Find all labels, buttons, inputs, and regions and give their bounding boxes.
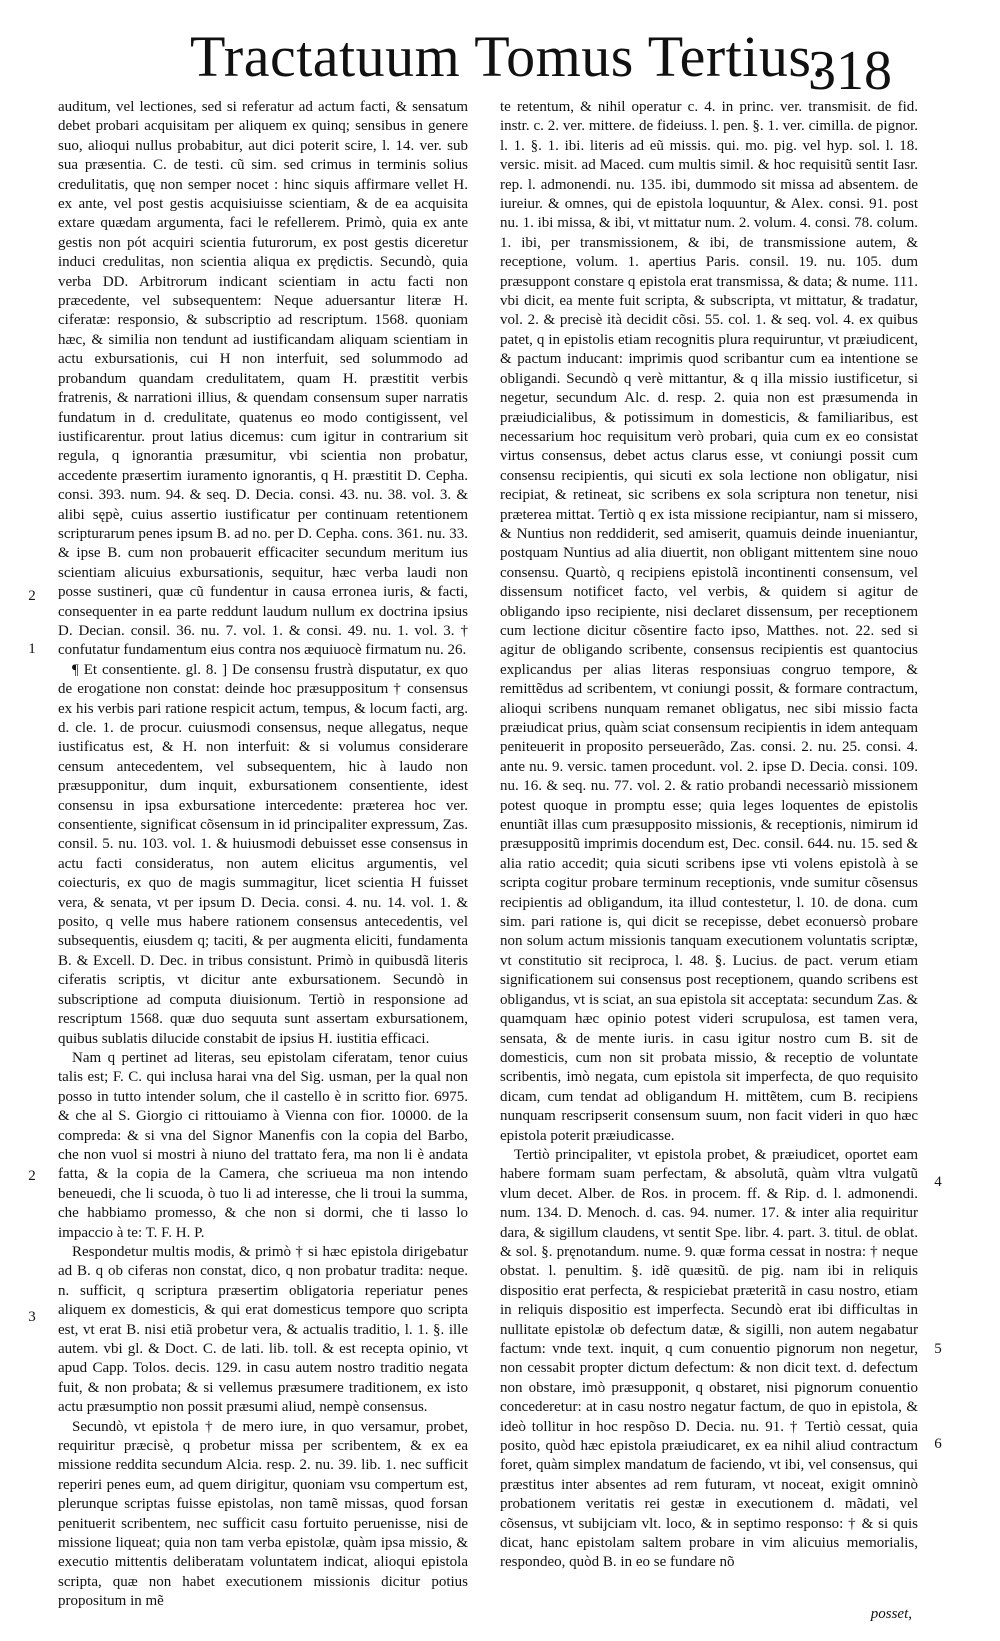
catchword: posset, <box>870 1606 912 1622</box>
left-column <box>58 98 468 1612</box>
margin-number: 2 <box>28 1168 36 1184</box>
right-paragraph-1: te retentum, & nihil operatur c. 4. in princ. ver. transmisit. de fid. instr. c. 2. ver. mittere. de fideiuss. l. pen. §. 1. ver. cimilla. de pignor. l. 1. §. 1. ibi. literis ad eũ missis. qui. mo. pig. vel hyp. sol. l. 18. versic. misit. ad Maced. cum multis simil. & hoc requisitũ sentit Iasr. rep. l. admonendi. nu. 135. ibi, dummodo sit missa ad absentem. de iureiur. & omnes, qui de epistola loquuntur, & Alex. consi. 91. post nu. 1. ibi missa, & ibi, vt mittatur num. 2. volum. 4. consi. 78. colum. 1. ibi, per transmissionem, & ibi, de transmissione autem, & receptione, volum. 1. apertius Paris. consil. 19. nu. 105. dum præsuppont constare q epistola erat transmissa, & data; & nume. 111. vbi dicit, ea mente fuit scripta, & subscripta, vt mittatur, & tradatur, vol. 2. & precisè ità decidit cõsi. 55. col. 1. & seq. vol. 4. ex quibus patet, q in epistolis etiam recognitis plura requiruntur, vt præiudicent, & pactum inducant: imprimis quod scribantur cum ea intentione se obligandi. Secundò q verè mittantur, & q illa missio iustificetur, si negetur, secundum Alc. d. resp. 2. quia non est præsumenda in præiudicialibus, & potissimum in domesticis, & familiaribus, est necessarium hoc requisitum verò probari, quia cum ex eo consistat virtus consensus, debet actus clarus esse, vt coniungi possit cum consensu recipientis, qui sicuti ex sola lectione non obligatur, nisi recipiat, & retineat, sic scribens ex sola scriptura non tenetur, nisi præterea mittat. Tertiò q ex ista missione recipiantur, nam si missero, & Nuntius non reddiderit, sed amiserit, quamuis deinde inueniantur, postquam Nuntius ad alia diuertit, non obligant mittentem sine nouo consensu. Quartò, q recipiens epistolã incontinenti consensum, vel dissensum notificet facto, vel verbis, & quidem si agitur de obligando ipso recipiente, nisi declaret dissensum, per receptionem cum lectione dicitur cõsentire facto ipso, Matthes. not. 22. sed si agitur de obligando scribente, consensus recipientis est quantocius explicandus per alias literas responsiuas congruo tempore, & remittẽdus ad scribentem, vt coniungi possit, & formare contractum, alioqui scribens nunquam remanet obligatus, nec sibi missio facta præiudicat prius, quàm sciat consensum recipientis in idem antequam peniteuerit in proposito perseuerãdo, Zas. consi. 2. nu. 25. consi. 4. ante nu. 9. versic. tamen procedunt. vol. 2. ipse D. Decia. consi. 109. nu. 16. & seq. nu. 77. vol. 2. & ratio probandi necessariò missionem potest quoque in promptu esse; quia leges loquentes de epistolis enuntiãt illas cum præsupposito missionis, & receptionis, nimirum id præsuppositũ imprimis docendum est, Dec. consil. 644. nu. 15. sed & alia ratio accedit; quia sicuti scribens ipse vti volens epistolà à se scripta cogitur probare terminum receptionis, vnde sumitur cõsensus recipientis ad obligandum, ita illud contestetur, l. 10. de dona. cum sim. pari ratione is, qui dicit se recepisse, debet econuersò probare non solum actum missionis tanquam executionem voluntatis scriptæ, vt constitutio sit reciproca, l. 48. §. Lucius. de pact. verum etiam significationem sui consensus post receptionem, quando scribens est obligandus, vt is sciat, an sua epistola sit acceptata: secundum Zas. & quamquam hæc opinio potest videri scrupulosa, est tamen vera, sensata, & de mente iuris. in casu igitur nostro cum B. sit de domesticis, cum non sit probata missio, & receptio de voluntate scribentis, imò negata, cum epistola sit imperfecta, de quo requisito dicam, cum tendat ad obligandum H. mittẽtem, cum B. recipiens nunquam rescripserit consensum suum, non facit videri in quo hæc epistola poterit præiudicasse. <box>500 99 918 1144</box>
margin-number: 3 <box>28 1309 36 1325</box>
left-paragraph-2: ¶ Et consentiente. gl. 8. ] De consensu frustrà disputatur, ex quo de erogatione non constat: deinde hoc præsuppositum † consensus ex his verbis pari ratione respicit actum, tempus, & locum facti, arg. d. cle. 1. de procur. cuiusmodi consensus, neque allegatus, neque iustificatus est, & H. non interfuit: & si volumus considerare censum antecedentem, vel subsequentem, hic à laudo non præsupponitur, dum inquit, exbursationem consentiente, idest consensu in ipsa exbursatione intercedente: præterea hoc ver. consentiente, significat cõsensum in id principaliter expressum, Zas. consil. 5. nu. 103. vol. 1. & huiusmodi debuisset esse consensus in actu facti consideratus, non autem elicitus argumentis, vel coiecturis, ex quo de magis summagitur, licet scientia H fuisset vera, & senata, vt per ipsum D. Decia. consi. 4. nu. 14. vol. 1. & posito, q velle mus habere rationem consensus antecedentis, vel subsequentis, eiusdem q; taciti, & per augmenta eliciti, fundamenta B. & Excell. D. Dec. in tribus consistunt. Primò in quibusdã literis ciferatis scriptis, vt dicitur ante exbursationem. Secundò in subscriptione ad computa diuisionum. Tertiò in responsione ad rescriptum 1568. quæ duo sequuta sunt assertam exbursationem, quibus sublatis dilucide constabit de ipsius H. iustitia efficaci. <box>58 661 468 1047</box>
margin-number: 4 <box>934 1174 942 1190</box>
margin-number: 1 <box>28 641 36 657</box>
left-paragraph-1: auditum, vel lectiones, sed si referatur ad actum facti, & sensatum debet probari acquisitam per aliquem ex quinq; sensibus in genere suo, alioqui nullus probabitur, aut dici poterit scire, l. 14. ver. sub sua præsentia. C. de testi. cũ sim. sed crimus in terminis solius credulitatis, quę non semper nocet : hinc siquis affirmare vellet H. ex ante, vel post gestis acquisiuisse scientiam, & de ea acquisita extare quædam argumenta, faci le refellerem. Primò, quia ex ante gestis non pót acquiri scientia futurorum, ex post gestis diceretur induci credulitas, non scientia aliqua ex prędictis. Secundò, quia verba DD. Arbitrorum indicant scientiam in actu facti non præcedente, vel subsequentem: Neque aduersantur literæ H. ciferatæ: responsio, & subscriptio ad rescriptum. 1568. quoniam hæc, & similia non tendunt ad iustificandam aliquam scientiam in actu exbursationis, cui H non interfuit, sed solummodo ad probandum quandam credulitatem, quam H. præstitit verbis fratrenis, & narrationi illius, & quendam consensum super narratis fundatum in d. credulitate, quatenus eo modo contigissent, vel iustificarentur. prout latius dicemus: cum igitur in contrarium sit regula, q ignorantia præsumitur, vbi scientia non probatur, accedente præsertim iuramento ignorantis, q H. præstitit D. Cepha. consi. 393. num. 94. & seq. D. Decia. consi. 43. nu. 38. vol. 3. & alibi sępè, cuius assertio iustificatur per continuam retentionem scripturarum penes ipsum B. ad no. per D. Cepha. cons. 361. nu. 33. & ipse B. cum non probauerit efficaciter secundum meritum ius scientiam alicuius exbursationis, sequitur, hæc verba laudi non posse sustineri, quæ cũ fundentur in causa erronea iuris, & facti, consequenter in ea parte reddunt laudum nullum ex doctrina ipsius D. Decian. consil. 36. nu. 7. vol. 1. & consi. 49. nu. 1. vol. 3. † confutatur fundamentum eius contra nos æquiuocè firmatum nu. 26. <box>58 99 468 659</box>
right-column <box>500 98 918 1573</box>
left-paragraph-3: Nam q pertinet ad literas, seu epistolam ciferatam, tenor cuius talis est; F. C. qui inclusa harai vna del Sig. usman, per la qual non posso in tutto intender solum, che il castello è in scritto fior. 6975. & che al S. Giorgio ci rittouiamo à Vienna con fior. 10000. de la compreda: & si vna del Signor Manenfis con la copia del Barbo, che non vuol si mostri à niuno del trattato fera, ma non li è andata fatta, & la copia de la Camera, che scriueua ma non intendo beneuedi, che li scuoda, ò tuo li ad interesse, che li troui la summa, che habbiamo promesso, & che non si dormi, che ti lasso lo impaccio à te: T. F. H. P. <box>58 1049 468 1241</box>
folio-number: 318 <box>808 40 892 102</box>
left-paragraph-4: Respondetur multis modis, & primò † si hæc epistola dirigebatur ad B. q ob ciferas non constat, dico, q non probatur tradita: neque. n. sufficit, q scriptura præsertim obligatoria reperiatur penes aliquem ex domesticis, & qui erat domesticus tempore quo scripta est, vt erat B. nisi etiã probetur vera, & actualis traditio, l. 1. §. ille autem. vbi gl. & Doct. C. de lati. lib. toll. & est recepta opinio, vt apud Capp. Tolos. decis. 129. in casu autem nostro traditio negata fuit, & non probata; & si vellemus præsumere traditionem, ex isto actu præsumptio non possit præsumi aliud, nempè consensus. <box>58 1243 468 1416</box>
running-head <box>0 18 1000 102</box>
margin-number: 6 <box>934 1436 942 1452</box>
left-paragraph-5: Secundò, vt epistola † de mero iure, in quo versamur, probet, requiritur præcisè, q probetur missa per scribentem, & ex ea missione reddita secundum Alcia. resp. 2. nu. 39. lib. 1. nec sufficit reperiri penes eum, ad quem dirigitur, quoniam vsu compertum est, plerunque scriptas fuisse epistolas, non tamẽ missas, quod forsan penituerit scribentem, nec sufficit casu fortuito peruenisse, nisi de missione liqueat; quia non tam verba epistolæ, quàm ipsa missio, & executio mittentis deliberatam voluntatem indicat, alioqui epistola scripta, quæ non habet executionem missionis dicitur potius propositum in mẽ <box>58 1418 468 1610</box>
page-title: Tractatuum Tomus Tertius. <box>190 24 827 89</box>
margin-number: 2 <box>28 588 36 604</box>
right-paragraph-2: Tertiò principaliter, vt epistola probet, & præiudicet, oportet eam habere formam suam perfectam, & absolutã, quàm vltra vulgatũ vlum decet. Alber. de Ros. in procem. ff. & Rip. d. l. admonendi. num. 134. D. Menoch. d. cas. 94. numer. 17. & inter alia requiritur dara, & sigillum claudens, vt sentit Spe. libr. 4. part. 3. titul. de oblat. & sol. §. pręnotandum. nume. 9. quæ forma cessat in nostra: † neque obstat. l. penultim. §. idẽ quæsitũ. de pig. nam ibi in reliquis dispositio erat perfecta, & respiciebat præteritã in casu nostro, etiam in reliquis dispositio est imperfecta. Secundò erat ibi difficultas in nullitate epistolæ ob defectum datæ, & sigilli, non autem negabatur factum: vnde text. inquit, q cum conuentio pignorum non negetur, non cessabit propter dictum defectum: & non dicit text. d. defectum non obstare, imò præsupponit, q obstaret, nisi pignorum conuentio concederetur: at in casu nostro negatur factum, de quo in epistola, & ideò tollitur in hoc respõso D. Decia. nu. 91. † Tertiò cessat, quia posito, quòd hæc epistola præiudicaret, ex ea nihil aliud contractum foret, quàm simplex mandatum de faciendo, vt ibi, vel consensus, qui præstitus inter absentes ad rem futuram, vt noceat, exigit omninò probationem veritatis rei gestæ in executionem d. mãdati, vel cõsensus, vt subijciam vlt. loco, & in septimo responso: † & si quis dicat, hanc epistolam saltem probare in vim alicuius memorialis, respondeo, quòd B. in eo se fundare nõ <box>500 1146 918 1571</box>
margin-number: 5 <box>934 1341 942 1357</box>
